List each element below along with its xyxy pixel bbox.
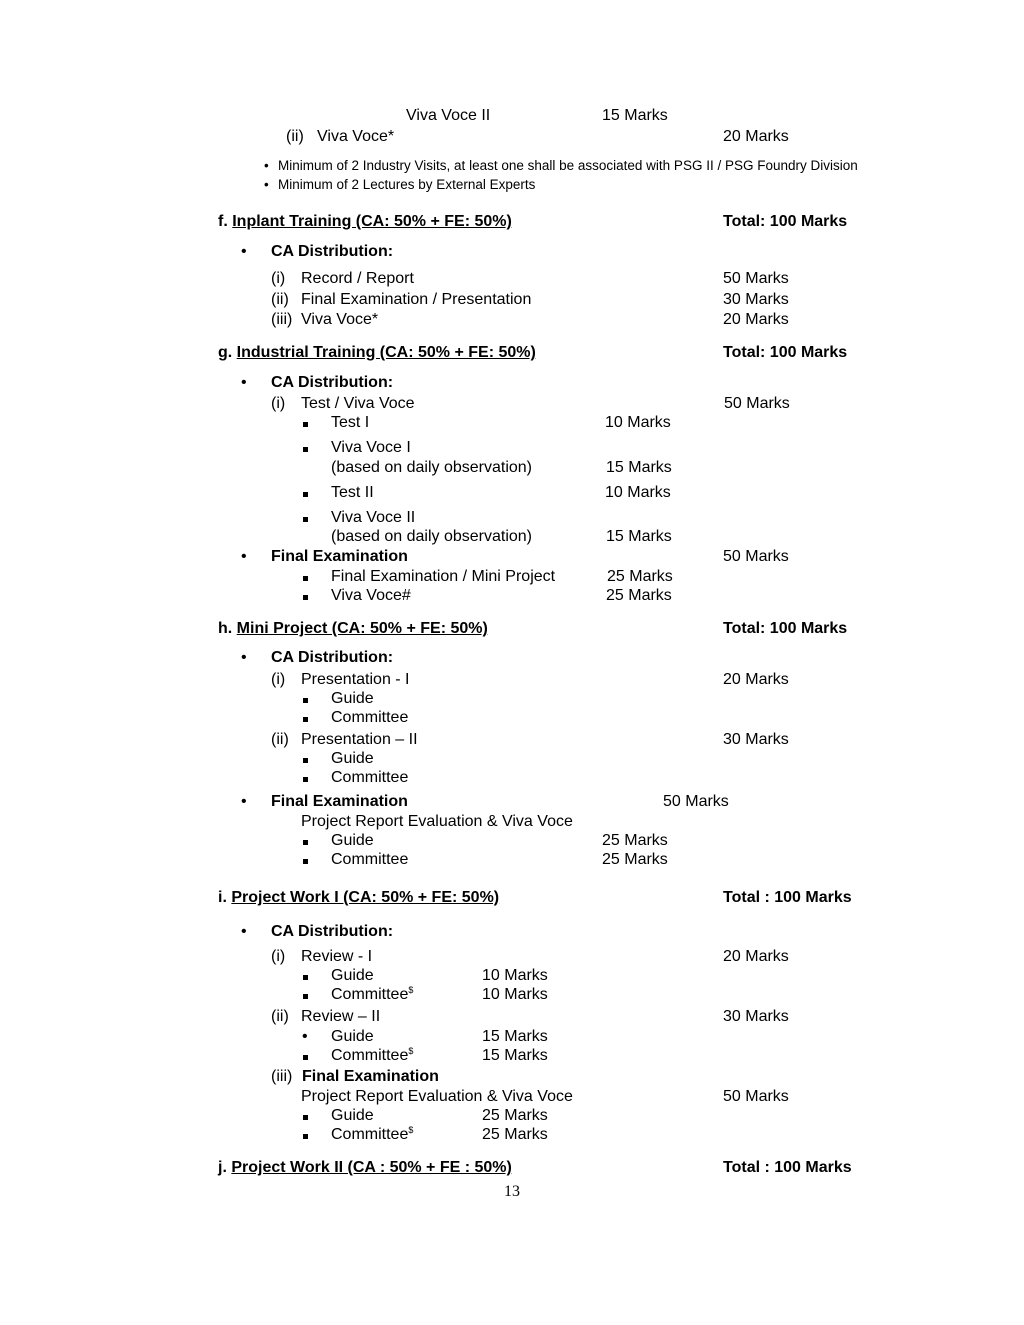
bullet-icon: • (264, 177, 269, 192)
square-bullet-icon (303, 438, 308, 458)
sub-item-label (331, 1125, 413, 1145)
item-number: (i) (271, 270, 286, 287)
sub-item-label: Guide (331, 750, 374, 767)
bullet-icon: • (241, 649, 247, 666)
section-prefix: g. (218, 344, 233, 361)
sub-item-marks: 15 Marks (482, 1047, 548, 1064)
item-label: Test / Viva Voce (301, 395, 415, 412)
final-exam-heading: Final Examination (271, 548, 408, 565)
section-title: Industrial Training (CA: 50% + FE: 50%) (236, 344, 536, 361)
item-number: (ii) (286, 128, 304, 145)
section-heading-i (218, 888, 499, 908)
note-external-lectures: Minimum of 2 Lectures by External Experts (278, 177, 536, 192)
item-marks: 20 Marks (723, 671, 789, 688)
item-marks: 20 Marks (723, 948, 789, 965)
square-bullet-icon (303, 586, 308, 606)
item-number: (ii) (271, 291, 289, 308)
item-marks: 50 Marks (723, 270, 789, 287)
ca-distribution-heading: CA Distribution: (271, 243, 394, 260)
sub-item-label: Committee (331, 851, 409, 868)
final-exam-heading: Final Examination (302, 1068, 439, 1085)
item-number: (iii) (271, 1068, 293, 1085)
sub-item-label: Test II (331, 484, 374, 501)
section-prefix: i. (218, 889, 227, 906)
sub-item-label: Guide (331, 967, 374, 984)
page-number: 13 (504, 1183, 520, 1200)
section-heading-h (218, 619, 488, 639)
square-bullet-icon (303, 483, 308, 503)
bullet-icon: • (241, 793, 247, 810)
section-total: Total: 100 Marks (723, 213, 848, 230)
item-label: Review - I (301, 948, 373, 965)
note-industry-visits: Minimum of 2 Industry Visits, at least one shall be associated with PSG II / PSG Foundry Division (278, 158, 858, 173)
section-total: Total: 100 Marks (723, 344, 848, 361)
ca-distribution-heading: CA Distribution: (271, 649, 394, 666)
square-bullet-icon (303, 508, 308, 528)
square-bullet-icon (303, 689, 308, 709)
section-heading-j (218, 1158, 512, 1178)
item-number: (iii) (271, 311, 293, 328)
section-prefix: f. (218, 213, 228, 230)
square-bullet-icon (303, 413, 308, 433)
item-marks: 30 Marks (723, 1008, 789, 1025)
bullet-icon: • (302, 1028, 308, 1045)
ca-distribution-heading: CA Distribution: (271, 923, 394, 940)
item-number: (ii) (271, 1008, 289, 1025)
sub-item-marks: 25 Marks (607, 568, 673, 585)
sub-item-marks: 25 Marks (606, 587, 672, 604)
sub-item-marks: 10 Marks (605, 484, 671, 501)
item-label: Presentation - I (301, 671, 410, 688)
sub-item-label (331, 985, 413, 1005)
sub-item-note: (based on daily observation) (331, 528, 533, 545)
square-bullet-icon (303, 850, 308, 870)
dollar-superscript: $ (408, 1046, 414, 1056)
bullet-icon: • (241, 374, 247, 391)
committee-text: Committee (331, 1126, 409, 1143)
final-exam-heading: Final Examination (271, 793, 408, 810)
sub-item-note: (based on daily observation) (331, 459, 533, 476)
section-total: Total : 100 Marks (723, 889, 852, 906)
section-title: Project Work II (CA : 50% + FE : 50%) (231, 1159, 512, 1176)
viva-voce-2-marks: 15 Marks (602, 107, 668, 124)
viva-voce-marks: 20 Marks (723, 128, 789, 145)
square-bullet-icon (303, 1046, 308, 1066)
section-heading-f (218, 212, 512, 232)
item-number: (i) (271, 671, 286, 688)
item-marks: 20 Marks (723, 311, 789, 328)
bullet-icon: • (241, 243, 247, 260)
square-bullet-icon (303, 1106, 308, 1126)
sub-item-marks: 10 Marks (482, 986, 548, 1003)
square-bullet-icon (303, 768, 308, 788)
sub-item-label: Viva Voce# (331, 587, 411, 604)
item-label: Review – II (301, 1008, 381, 1025)
square-bullet-icon (303, 708, 308, 728)
final-exam-description: Project Report Evaluation & Viva Voce (301, 813, 573, 830)
sub-item-label: Viva Voce II (331, 509, 416, 526)
section-prefix: h. (218, 620, 233, 637)
sub-item-marks: 10 Marks (482, 967, 548, 984)
dollar-superscript: $ (408, 1125, 414, 1135)
sub-item-marks: 25 Marks (602, 832, 668, 849)
item-marks: 30 Marks (723, 731, 789, 748)
square-bullet-icon (303, 749, 308, 769)
section-heading-g (218, 343, 536, 363)
committee-text: Committee (331, 986, 409, 1003)
item-number: (ii) (271, 731, 289, 748)
final-exam-marks: 50 Marks (723, 548, 789, 565)
sub-item-label: Final Examination / Mini Project (331, 568, 556, 585)
item-number: (i) (271, 395, 286, 412)
sub-item-marks: 15 Marks (606, 528, 672, 545)
section-title: Mini Project (CA: 50% + FE: 50%) (236, 620, 488, 637)
item-number: (i) (271, 948, 286, 965)
committee-text: Committee (331, 1047, 409, 1064)
item-marks: 50 Marks (724, 395, 790, 412)
square-bullet-icon (303, 985, 308, 1005)
section-prefix: j. (218, 1159, 227, 1176)
final-exam-marks: 50 Marks (663, 793, 729, 810)
section-title: Project Work I (CA: 50% + FE: 50%) (231, 889, 500, 906)
item-label: Record / Report (301, 270, 414, 287)
final-exam-marks: 50 Marks (723, 1088, 789, 1105)
sub-item-label: Committee (331, 709, 409, 726)
section-total: Total: 100 Marks (723, 620, 848, 637)
bullet-icon: • (264, 158, 269, 173)
square-bullet-icon (303, 966, 308, 986)
item-marks: 30 Marks (723, 291, 789, 308)
sub-item-label: Committee (331, 769, 409, 786)
section-total: Total : 100 Marks (723, 1159, 852, 1176)
sub-item-label: Test I (331, 414, 370, 431)
item-label: Final Examination / Presentation (301, 291, 532, 308)
item-label: Presentation – II (301, 731, 418, 748)
sub-item-marks: 15 Marks (606, 459, 672, 476)
sub-item-label: Guide (331, 1107, 374, 1124)
sub-item-marks: 25 Marks (482, 1126, 548, 1143)
sub-item-label: Guide (331, 832, 374, 849)
sub-item-marks: 25 Marks (602, 851, 668, 868)
sub-item-label: Viva Voce I (331, 439, 411, 456)
section-title: Inplant Training (CA: 50% + FE: 50%) (232, 213, 512, 230)
sub-item-marks: 25 Marks (482, 1107, 548, 1124)
sub-item-label (331, 1046, 413, 1066)
dollar-superscript: $ (408, 985, 414, 995)
item-label: Viva Voce* (301, 311, 379, 328)
square-bullet-icon (303, 1125, 308, 1145)
sub-item-label: Guide (331, 690, 374, 707)
sub-item-marks: 15 Marks (482, 1028, 548, 1045)
ca-distribution-heading: CA Distribution: (271, 374, 394, 391)
viva-voce-2-label: Viva Voce II (406, 107, 491, 124)
square-bullet-icon (303, 831, 308, 851)
square-bullet-icon (303, 567, 308, 587)
sub-item-label: Guide (331, 1028, 374, 1045)
bullet-icon: • (241, 923, 247, 940)
bullet-icon: • (241, 548, 247, 565)
sub-item-marks: 10 Marks (605, 414, 671, 431)
final-exam-description: Project Report Evaluation & Viva Voce (301, 1088, 573, 1105)
viva-voce-label: Viva Voce* (317, 128, 395, 145)
